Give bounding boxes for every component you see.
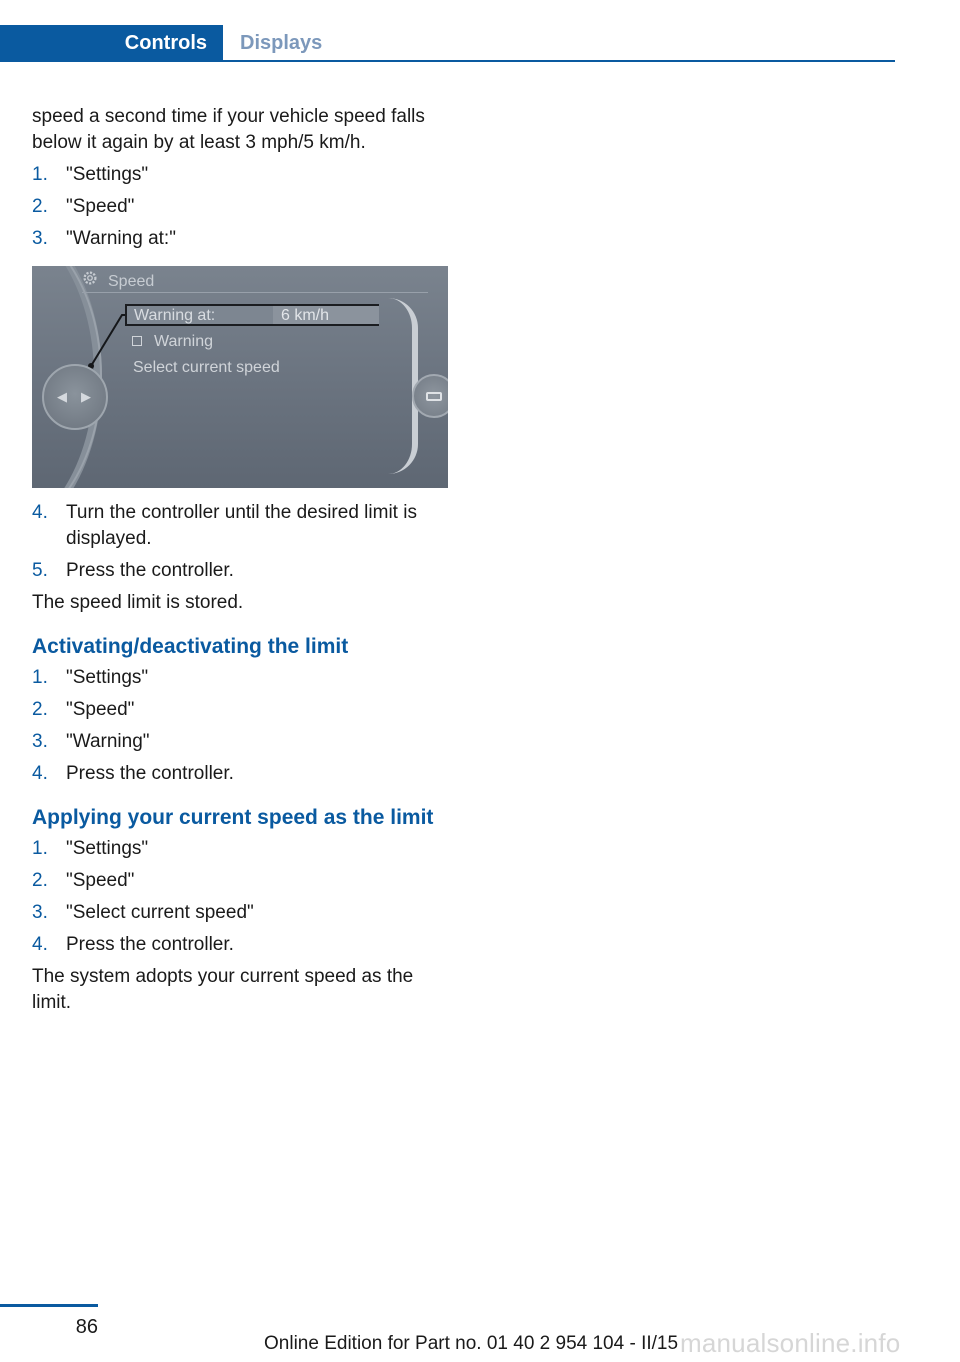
step-text: "Settings"	[66, 164, 149, 185]
list-item	[32, 761, 450, 787]
list-item	[32, 665, 450, 691]
step-text: Press the controller.	[66, 934, 234, 955]
list-item	[32, 162, 450, 188]
step-text: "Settings"	[66, 838, 149, 859]
list-item	[32, 226, 450, 252]
steps-list-apply	[32, 836, 450, 958]
step-text: Press the controller.	[66, 763, 234, 784]
step-text: Press the controller.	[66, 560, 234, 581]
step-number: 1.	[32, 667, 48, 688]
menu-symbol-icon	[426, 392, 442, 401]
list-item	[32, 558, 450, 584]
list-item	[32, 868, 450, 894]
step-number: 3.	[32, 228, 48, 249]
step-number: 3.	[32, 902, 48, 923]
intro-paragraph: speed a second time if your vehicle speed falls below it again by at least 3 mph/5 km/h.	[32, 106, 425, 153]
select-current-speed-option: Select current speed	[133, 359, 280, 376]
tab-displays[interactable]: Displays	[240, 32, 323, 54]
steps-list-warning-at	[32, 162, 450, 252]
step-number: 1.	[32, 838, 48, 859]
step-text: "Select current speed"	[66, 902, 254, 923]
list-item	[32, 500, 450, 552]
section-heading-activate: Activating/deactivating the limit	[32, 635, 349, 658]
footer-rule	[0, 1304, 98, 1307]
step-text: "Warning at:"	[66, 228, 176, 249]
chapter-header	[0, 25, 895, 62]
step-number: 5.	[32, 560, 48, 581]
steps-list-set-limit	[32, 500, 450, 584]
main-content	[32, 104, 450, 1022]
left-right-arrows-icon: ◀▶	[57, 389, 105, 404]
steps-list-activate	[32, 665, 450, 787]
step-text: "Settings"	[66, 667, 149, 688]
page-number: 86	[75, 1316, 98, 1338]
idrive-speed-screen-figure	[32, 266, 448, 488]
step-text: "Speed"	[66, 196, 135, 217]
step-text: Turn the controller until the desired limit is displayed.	[66, 502, 417, 549]
warning-at-label: Warning at:	[134, 307, 216, 324]
section-heading-apply: Applying your current speed as the limit	[32, 806, 434, 829]
controller-knob-icon	[42, 364, 108, 430]
step-number: 4.	[32, 502, 48, 523]
step-number: 2.	[32, 699, 48, 720]
step-number: 4.	[32, 763, 48, 784]
closing-paragraph: The system adopts your current speed as the limit.	[32, 966, 414, 1013]
step-text: "Warning"	[66, 731, 150, 752]
step-number: 2.	[32, 870, 48, 891]
list-item	[32, 900, 450, 926]
step-text: "Speed"	[66, 870, 135, 891]
menu-knob-icon	[412, 374, 448, 418]
warning-at-value: 6 km/h	[273, 306, 379, 324]
step-number: 2.	[32, 196, 48, 217]
warning-option: Warning	[154, 333, 213, 350]
edition-line: Online Edition for Part no. 01 40 2 954 104 - II/15	[264, 1333, 679, 1354]
stored-paragraph: The speed limit is stored.	[32, 592, 244, 613]
list-item	[32, 836, 450, 862]
list-item	[32, 697, 450, 723]
watermark: manualsonline.info	[680, 1328, 901, 1358]
tab-controls[interactable]: Controls	[0, 25, 223, 62]
step-number: 1.	[32, 164, 48, 185]
screen-title-text: Speed	[108, 273, 155, 290]
list-item	[32, 194, 450, 220]
step-number: 4.	[32, 934, 48, 955]
step-number: 3.	[32, 731, 48, 752]
list-item	[32, 932, 450, 958]
step-text: "Speed"	[66, 699, 135, 720]
list-item	[32, 729, 450, 755]
